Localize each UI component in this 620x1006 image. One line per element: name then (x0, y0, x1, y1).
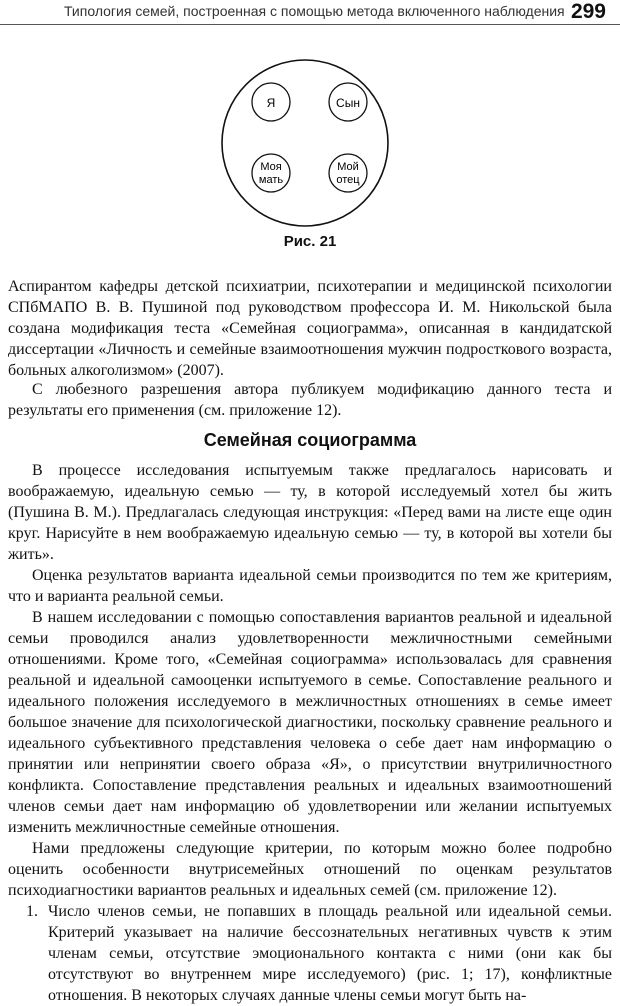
paragraph-study: В нашем исследовании с помощью сопоставления вариантов реальной и идеальной семьи проводился анализ удовлетворенности межличностными семейными отношениями. Кроме того, «Семейная социограмма» использовалась для сравнения реальной и идеальной самооценки испытуемого в семье. Сопоставление реального и идеального положения исследуемого в межличностных отношениях в семье имеет большое значение для психологической диагностики, поскольку сравнение реального и идеального субъективного представления человека о себе дает нам информацию о принятии или непринятии своего образа «Я», о присутствии внутриличностного конфликта. Сопоставление представления реальных и идеальных взаимоотношений членов семьи дает нам информацию об удовлетворении или желании испытуемых изменить межличностные семейные отношения. (8, 609, 612, 836)
circle-son (329, 83, 367, 121)
permission-block (8, 379, 612, 421)
circle-mother-label-line2: мать (258, 174, 284, 186)
list-item-text: Число членов семьи, не попавших в площадь реальной или идеальной семьи. Критерий указывает на наличие бессознательных негативных чувств к этим членам семьи, отсутствие эмоционального контакта с ними (они как бы отсутствуют во внутреннем мире исследуемого) (рис. 1; 17), конфликтные отношения. В некоторых случаях данные члены семьи могут быть на- (48, 903, 612, 1004)
section-heading: Семейная социограмма (203, 430, 417, 450)
list-item (8, 901, 612, 1006)
circle-father (329, 154, 367, 192)
circle-son-label: Сын (336, 96, 360, 110)
paragraph-criteria: Нами предложены следующие критерии, по которым можно более подробно оценить особенности внутрисемейных отношений по оценкам результатов психодиагностики вариантов реальных и идеальных семей (см. приложение 12). (8, 840, 612, 899)
circle-father-label-line1: Мой (337, 161, 359, 173)
list-item-number: 1. (26, 903, 38, 920)
figure-caption: Рис. 21 (283, 233, 337, 250)
criteria-list (8, 901, 612, 1006)
page-number: 299 (570, 0, 606, 23)
circle-mother-label-line1: Моя (260, 161, 282, 173)
permission-paragraph: С любезного разрешения автора публикуем модификацию данного теста и результаты его применения (см. приложение 12). (8, 381, 612, 419)
circle-father-label-line2: отец (336, 174, 360, 186)
circle-self-label: Я (266, 96, 276, 110)
circle-self (252, 83, 290, 121)
section-body (8, 460, 612, 1006)
paragraph-instruction: В процессе исследования испытуемым также предлагалось нарисовать и воображаемую, идеальную семью — ту, в которой исследуемый хотел бы жить (Пушина В. М.). Предлагалась следующая инструкция: «Перед вами на листе еще один круг. Нарисуйте в нем воображаемую идеальную семью — ту, в которой вы хотели бы жить». (8, 462, 612, 563)
outer-family-circle (222, 60, 388, 226)
intro-paragraph: Аспирантом кафедры детской психиатрии, психотерапии и медицинской психологии СПбМАПО В. В. Пушиной под руководством профессора И. М. Никольской была создана модификация теста «Семейная социограмма», описанная в кандидатской диссертации «Личность и семейные взаимоотношения мужчин подросткового возраста, больных алкоголизмом» (2007). (8, 278, 612, 379)
intro-block (8, 276, 612, 381)
circle-mother (252, 154, 290, 192)
paragraph-evaluation: Оценка результатов варианта идеальной семьи производится по тем же критериям, что и варианта реальной семьи. (8, 567, 612, 605)
running-title: Типология семей, построенная с помощью метода включенного наблюдения (64, 3, 565, 19)
family-sociogram-figure (0, 0, 620, 260)
